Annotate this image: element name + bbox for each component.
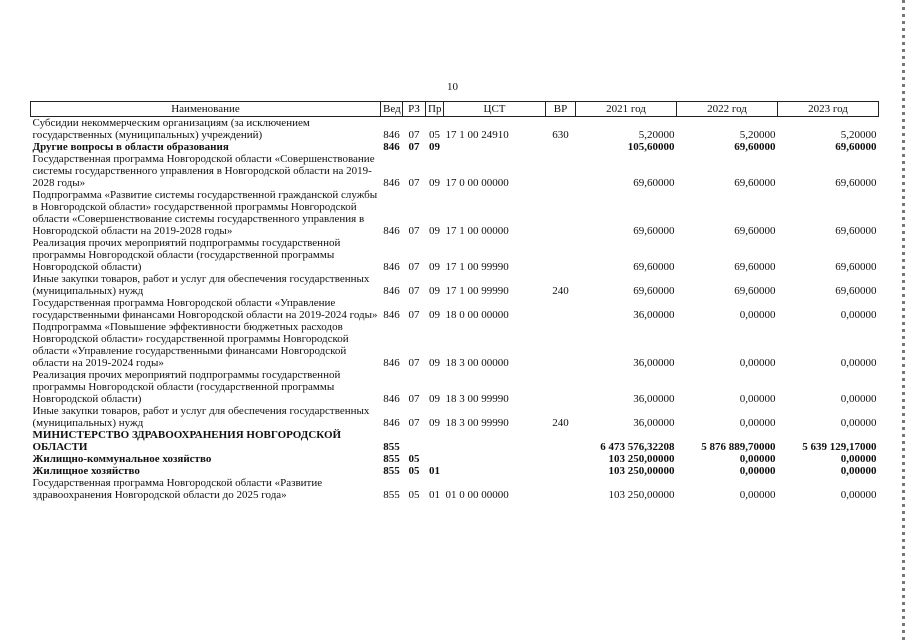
cell-y2021: 69,60000 (633, 225, 675, 237)
cell-y2021: 103 250,00000 (608, 489, 675, 501)
cell-vr (546, 429, 576, 453)
table-row (31, 477, 879, 501)
cell-y2022: 69,60000 (734, 141, 776, 153)
table-row (31, 273, 879, 297)
cell-name: Подпрограмма «Развитие системы государственной гражданской службы в Новгородской области» государственной программы Новгородской области «Совершенствование системы государственного управления в Новгородской области на 2019-2028 годы» (32, 189, 378, 237)
cell-name: Государственная программа Новгородской области «Совершенствование системы государственного управления в Новгородской области на 2019-2028 годы» (32, 153, 375, 189)
cell-y2022: 69,60000 (734, 285, 776, 297)
cell-name: Иные закупки товаров, работ и услуг для обеспечения государственных (муниципальных) нужд (32, 405, 370, 429)
cell-ved: 846 (383, 357, 400, 369)
table-row (31, 189, 879, 237)
cell-ved: 846 (383, 129, 400, 141)
cell-rz: 07 (408, 177, 420, 189)
col-header-rz: РЗ (403, 102, 426, 117)
cell-y2023: 69,60000 (835, 225, 877, 237)
cell-y2022: 0,00000 (739, 489, 776, 501)
cell-vr (546, 189, 576, 237)
cell-name: Реализация прочих мероприятий подпрограммы государственной программы Новгородской области (государственной программы Новгородской области) (32, 369, 341, 405)
cell-y2021: 105,60000 (627, 141, 675, 153)
table-row (31, 465, 879, 477)
cell-y2023: 0,00000 (840, 393, 877, 405)
cell-ved: 855 (383, 441, 400, 453)
cell-name: Реализация прочих мероприятий подпрограммы государственной программы Новгородской области (государственной программы Новгородской области) (32, 237, 341, 273)
cell-vr: 630 (552, 129, 569, 141)
table-row (31, 237, 879, 273)
col-header-vr: ВР (546, 102, 576, 117)
table-header-row (31, 102, 879, 117)
cell-y2021: 103 250,00000 (608, 453, 675, 465)
cell-pr: 09 (429, 393, 440, 405)
cell-cst (444, 429, 546, 453)
cell-pr (426, 429, 444, 453)
cell-y2021: 36,00000 (633, 309, 675, 321)
cell-y2023: 69,60000 (835, 177, 877, 189)
cell-pr (426, 453, 444, 465)
cell-pr: 09 (429, 141, 440, 153)
cell-rz: 07 (408, 357, 420, 369)
col-header-2023: 2023 год (778, 102, 879, 117)
cell-pr: 09 (429, 177, 440, 189)
cell-vr (546, 141, 576, 153)
cell-name: Государственная программа Новгородской области «Управление государственными финансами Новгородской области на 2019-2024 годы» (32, 297, 378, 321)
table-row (31, 141, 879, 153)
cell-y2023: 69,60000 (835, 261, 877, 273)
cell-y2023: 0,00000 (840, 453, 877, 465)
cell-ved: 846 (383, 177, 400, 189)
cell-rz: 07 (408, 417, 420, 429)
cell-ved: 846 (383, 309, 400, 321)
table-row (31, 429, 879, 453)
cell-y2023: 0,00000 (840, 357, 877, 369)
cell-y2021: 69,60000 (633, 285, 675, 297)
cell-name: Государственная программа Новгородской области «Развитие здравоохранения Новгородской области до 2025 года» (32, 477, 323, 501)
cell-cst: 17 0 00 00000 (445, 177, 509, 189)
budget-table (30, 101, 879, 501)
cell-cst (444, 453, 546, 465)
table-row (31, 369, 879, 405)
cell-vr (546, 465, 576, 477)
cell-ved: 846 (383, 225, 400, 237)
col-header-pr: Пр (426, 102, 444, 117)
table-row (31, 405, 879, 429)
cell-vr (546, 153, 576, 189)
cell-y2021: 36,00000 (633, 357, 675, 369)
cell-y2021: 69,60000 (633, 177, 675, 189)
cell-y2023: 0,00000 (840, 417, 877, 429)
cell-y2022: 0,00000 (739, 309, 776, 321)
cell-y2022: 0,00000 (739, 357, 776, 369)
cell-vr: 240 (552, 285, 569, 297)
cell-name: Иные закупки товаров, работ и услуг для обеспечения государственных (муниципальных) нужд (32, 273, 370, 297)
cell-pr: 09 (429, 417, 440, 429)
cell-ved: 846 (383, 261, 400, 273)
cell-ved: 855 (383, 453, 400, 465)
cell-rz: 07 (408, 309, 420, 321)
cell-cst (444, 141, 546, 153)
cell-ved: 855 (383, 465, 400, 477)
cell-y2022: 69,60000 (734, 261, 776, 273)
cell-y2021: 6 473 576,32208 (600, 441, 675, 453)
table-row (31, 153, 879, 189)
cell-name: Подпрограмма «Повышение эффективности бюджетных расходов Новгородской области» государственной программы Новгородской области «Управление государственными финансами Новгородской области на 2019-2024 годы» (32, 321, 349, 369)
cell-name: Другие вопросы в области образования (32, 141, 229, 153)
cell-pr: 09 (429, 261, 440, 273)
cell-cst: 01 0 00 00000 (445, 489, 509, 501)
cell-y2022: 5 876 889,70000 (701, 441, 776, 453)
cell-y2022: 69,60000 (734, 225, 776, 237)
cell-cst: 18 0 00 00000 (445, 309, 509, 321)
cell-y2022: 0,00000 (739, 453, 776, 465)
cell-rz: 07 (408, 141, 420, 153)
cell-pr: 05 (429, 129, 440, 141)
cell-y2023: 0,00000 (840, 489, 877, 501)
cell-rz: 05 (408, 489, 420, 501)
cell-vr (546, 297, 576, 321)
cell-name: Жилищно-коммунальное хозяйство (32, 453, 212, 465)
col-header-2021: 2021 год (576, 102, 677, 117)
cell-pr: 01 (429, 465, 440, 477)
cell-pr: 09 (429, 285, 440, 297)
col-header-cst: ЦСТ (444, 102, 546, 117)
cell-cst: 17 1 00 99990 (445, 285, 509, 297)
cell-name: Жилищное хозяйство (32, 465, 140, 477)
cell-rz: 07 (408, 285, 420, 297)
cell-rz: 05 (408, 453, 420, 465)
table-row (31, 453, 879, 465)
table-row (31, 321, 879, 369)
cell-y2022: 0,00000 (739, 465, 776, 477)
cell-y2023: 69,60000 (835, 285, 877, 297)
cell-pr: 09 (429, 309, 440, 321)
cell-cst: 17 1 00 24910 (445, 129, 509, 141)
col-header-2022: 2022 год (677, 102, 778, 117)
cell-y2021: 5,20000 (638, 129, 675, 141)
cell-y2023: 5 639 129,17000 (802, 441, 877, 453)
cell-y2022: 0,00000 (739, 417, 776, 429)
cell-y2022: 5,20000 (739, 129, 776, 141)
cell-y2022: 69,60000 (734, 177, 776, 189)
cell-rz: 07 (408, 261, 420, 273)
cell-y2021: 36,00000 (633, 417, 675, 429)
cell-vr (546, 237, 576, 273)
cell-y2022: 0,00000 (739, 393, 776, 405)
cell-vr (546, 321, 576, 369)
cell-y2023: 69,60000 (835, 141, 877, 153)
cell-vr (546, 477, 576, 501)
cell-cst (444, 465, 546, 477)
cell-cst: 18 3 00 00000 (445, 357, 509, 369)
cell-rz: 07 (408, 225, 420, 237)
cell-name: Субсидии некоммерческим организациям (за исключением государственных (муниципальных) учреждений) (32, 117, 310, 141)
cell-ved: 846 (383, 141, 400, 153)
cell-ved: 846 (383, 417, 400, 429)
cell-cst: 17 1 00 99990 (445, 261, 509, 273)
col-header-ved: Вед (381, 102, 403, 117)
cell-cst: 18 3 00 99990 (445, 417, 509, 429)
cell-rz: 05 (408, 465, 420, 477)
cell-pr: 01 (429, 489, 440, 501)
cell-rz (403, 429, 426, 453)
page-number: 10 (447, 81, 458, 93)
table-row (31, 297, 879, 321)
cell-y2023: 0,00000 (840, 309, 877, 321)
cell-vr (546, 369, 576, 405)
cell-ved: 855 (383, 489, 400, 501)
cell-pr: 09 (429, 357, 440, 369)
table-row (31, 117, 879, 142)
cell-vr: 240 (552, 417, 569, 429)
col-header-name: Наименование (31, 102, 381, 117)
cell-ved: 846 (383, 285, 400, 297)
cell-y2023: 0,00000 (840, 465, 877, 477)
cell-name: МИНИСТЕРСТВО ЗДРАВООХРАНЕНИЯ НОВГОРОДСКОЙ ОБЛАСТИ (32, 429, 342, 453)
cell-cst: 17 1 00 00000 (445, 225, 509, 237)
cell-y2021: 69,60000 (633, 261, 675, 273)
cell-y2023: 5,20000 (840, 129, 877, 141)
cell-cst: 18 3 00 99990 (445, 393, 509, 405)
cell-vr (546, 453, 576, 465)
cell-y2021: 103 250,00000 (608, 465, 675, 477)
cell-ved: 846 (383, 393, 400, 405)
cell-rz: 07 (408, 129, 420, 141)
cell-y2021: 36,00000 (633, 393, 675, 405)
cell-rz: 07 (408, 393, 420, 405)
cell-pr: 09 (429, 225, 440, 237)
